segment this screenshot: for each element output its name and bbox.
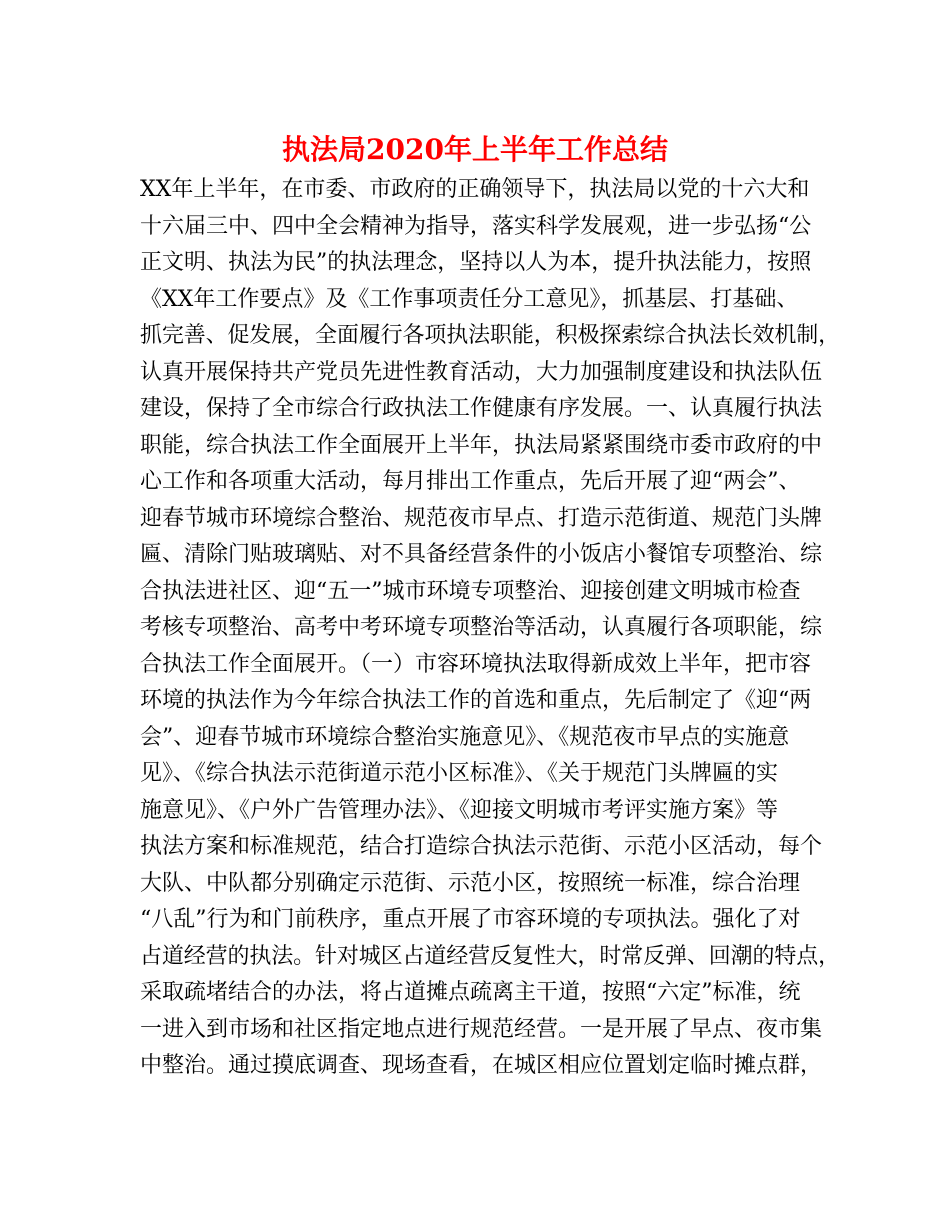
paragraph-line: 迎春节城市环境综合整治、规范夜市早点、打造示范街道、规范门头牌: [140, 505, 823, 531]
paragraph-line: 认真开展保持共产党员先进性教育活动，大力加强制度建设和执法队伍: [140, 359, 823, 385]
paragraph-line: 抓完善、促发展，全面履行各项执法职能，积极探索综合执法长效机制，: [140, 323, 841, 348]
paragraph-line: XX年上半年，在市委、市政府的正确领导下，执法局以党的十六大和: [140, 177, 810, 202]
paragraph-line: 执法方案和标准规范，结合打造综合执法示范街、示范小区活动，每个: [140, 834, 823, 859]
paragraph-line: 合执法进社区、迎“五一”城市环境专项整治、迎接创建文明城市检查: [140, 578, 801, 604]
paragraph-line: 施意见》、《户外广告管理办法》、《迎接文明城市考评实施方案》等: [140, 797, 779, 823]
paragraph-line: 中整治。通过摸底调查、现场查看，在城区相应位置划定临时摊点群，: [140, 1053, 823, 1078]
paragraph-line: 占道经营的执法。针对城区占道经营反复性大，时常反弹、回潮的特点，: [140, 943, 841, 969]
document-body: [140, 172, 840, 1085]
document-title: 执法局2020年上半年工作总结: [282, 133, 668, 166]
paragraph-line: 考核专项整治、高考中考环境专项整治等活动，认真履行各项职能，综: [140, 615, 823, 640]
paragraph-line: 正文明、执法为民”的执法理念，坚持以人为本，提升执法能力，按照: [140, 250, 812, 275]
paragraph-line: 环境的执法作为今年综合执法工作的首选和重点，先后制定了《迎“两: [140, 688, 812, 713]
paragraph-line: 心工作和各项重大活动，每月排出工作重点，先后开展了迎“两会”、: [140, 469, 801, 494]
paragraph-line: 会”、迎春节城市环境综合整治实施意见》、《规范夜市早点的实施意: [140, 724, 790, 750]
paragraph-line: 合执法工作全面展开。（一）市容环境执法取得新成效上半年，把市容: [140, 651, 812, 677]
paragraph-line: 一进入到市场和社区指定地点进行规范经营。一是开展了早点、夜市集: [140, 1016, 823, 1042]
paragraph-line: 采取疏堵结合的办法，将占道摊点疏离主干道，按照“六定”标准，统: [140, 980, 801, 1005]
paragraph-line: 职能，综合执法工作全面展开上半年，执法局紧紧围绕市委市政府的中: [140, 432, 823, 458]
paragraph-line: “八乱”行为和门前秩序，重点开展了市容环境的专项执法。强化了对: [140, 907, 801, 932]
paragraph-line: 十六届三中、四中全会精神为指导，落实科学发展观，进一步弘扬“公: [140, 213, 812, 239]
paragraph-line: 《XX年工作要点》及《工作事项责任分工意见》，抓基层、打基础、: [140, 286, 799, 312]
paragraph-line: 大队、中队都分别确定示范街、示范小区，按照统一标准，综合治理: [140, 870, 801, 896]
paragraph-line: 见》、《综合执法示范街道示范小区标准》、《关于规范门头牌匾的实: [140, 761, 779, 786]
paragraph-line: 匾、清除门贴玻璃贴、对不具备经营条件的小饭店小餐馆专项整治、综: [140, 542, 823, 567]
paragraph-line: 建设，保持了全市综合行政执法工作健康有序发展。一、认真履行执法: [140, 396, 823, 421]
